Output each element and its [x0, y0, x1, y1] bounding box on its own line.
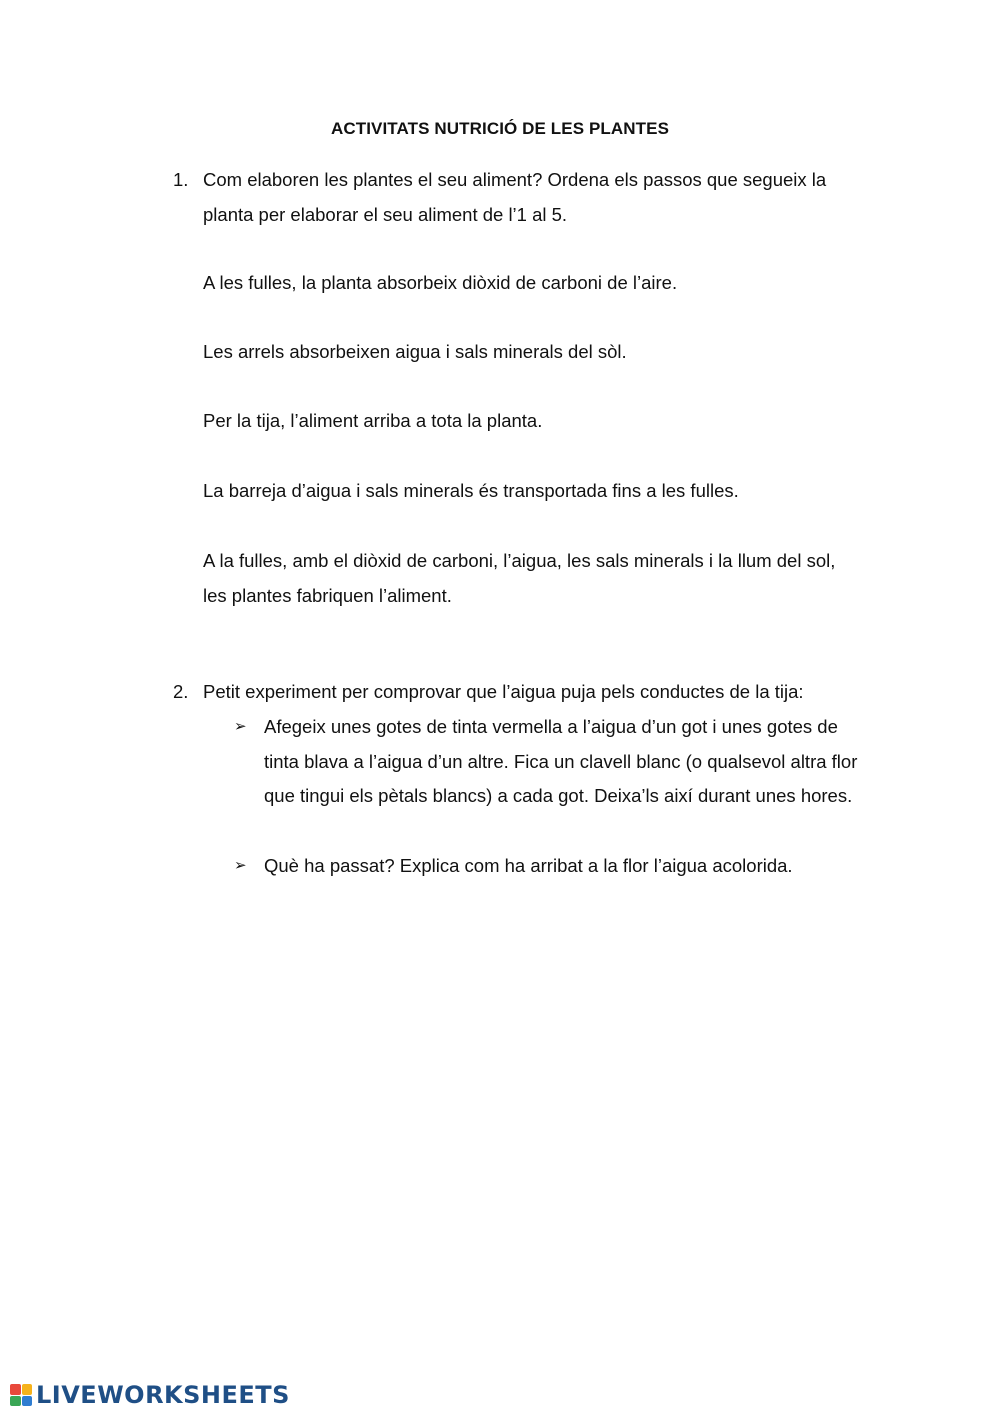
arrow-bullet-icon: ➢	[234, 718, 247, 735]
question-1-text: Com elaboren les plantes el seu aliment? Ordena els passos que segueix la planta per elaborar el seu aliment de l’1 al 5.	[203, 169, 827, 225]
step-2: Les arrels absorbeixen aigua i sals minerals del sòl.	[203, 341, 627, 362]
arrow-bullet-icon: ➢	[234, 857, 247, 874]
logo-block	[22, 1384, 33, 1395]
step-4: La barreja d’aigua i sals minerals és transportada fins a les fulles.	[203, 480, 739, 501]
logo-block	[10, 1384, 21, 1395]
logo-blocks-icon	[10, 1384, 32, 1406]
step-5: A la fulles, amb el diòxid de carboni, l’aigua, les sals minerals i la llum del sol, les plantes fabriquen l’aliment.	[203, 550, 836, 606]
bullet-item-1: Afegeix unes gotes de tinta vermella a l’aigua d’un got i unes gotes de tinta blava a l’aigua d’un altre. Fica un clavell blanc (o qualsevol altra flor que tingui els pètals blancs) a cada got. Deixa’ls així durant unes hores.	[264, 716, 858, 806]
liveworksheets-logo[interactable]	[10, 1380, 290, 1410]
bullet-item-2: Què ha passat? Explica com ha arribat a la flor l’aigua acolorida.	[264, 855, 793, 876]
logo-block	[10, 1396, 21, 1407]
step-1: A les fulles, la planta absorbeix diòxid de carboni de l’aire.	[203, 272, 678, 293]
question-1-number: 1.	[173, 169, 189, 190]
question-2-text: Petit experiment per comprovar que l’aigua puja pels conductes de la tija:	[203, 681, 804, 702]
step-3: Per la tija, l’aliment arriba a tota la planta.	[203, 410, 543, 431]
logo-block	[22, 1396, 33, 1407]
page-title: ACTIVITATS NUTRICIÓ DE LES PLANTES	[330, 119, 670, 138]
logo-text: LIVEWORKSHEETS	[36, 1381, 290, 1409]
question-2-number: 2.	[173, 681, 189, 702]
